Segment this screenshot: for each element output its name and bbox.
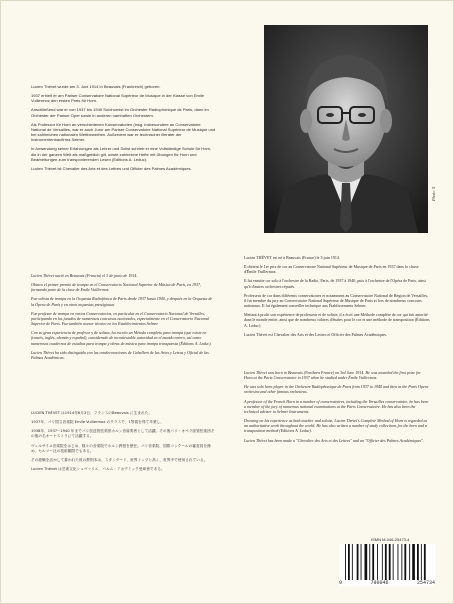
barcode-bar	[401, 544, 402, 580]
barcode-bar	[361, 544, 362, 580]
german-para: Lucien Thévet ist Chevalier des Arts et des Lettres und Officier des Palmes Académiques.	[31, 165, 192, 171]
barcode-bar	[357, 544, 359, 580]
german-para: Anschließend war er von 1937 bis 1940 Solohornist im Orchester Radiophonique de Paris, dann im Orchester der Pariser Oper sowie in anderen namhaften Orchestern.	[31, 107, 209, 118]
barcode-bar	[365, 544, 368, 580]
barcode-digit-group: 790046	[370, 580, 389, 586]
japanese-para: 1938年、1937~1940 年までパリ放送管弦楽団ホルン首席奏者として活躍。その後パリ・オペラ座管弦楽団その他の名オーケストラにて活躍する。	[31, 429, 215, 439]
ismn-number: ISMN M-046-25473-4	[371, 537, 410, 542]
barcode-bar	[382, 544, 383, 580]
french-para: Lucien THÉVET est né à Beauvais (France) le 3 juin 1914.	[244, 255, 340, 260]
barcode-bar	[385, 544, 387, 580]
barcode-bar	[348, 544, 350, 580]
barcode-bar	[398, 544, 399, 580]
german-para: In Anwendung seiner Erfahrungen als Lehrer und Solist schrieb er eine Vollständige Schule für Horn, die in der ganzen Welt als maßgeblich gilt, sowie zahlreiche Hefte mit Übungen für Horn und Bearbeitungen zum transponierenden Lesen (Editions A. Leduc).	[31, 146, 212, 162]
english-para: He was solo horn player in the Orchestre Radiophonique de Paris from 1937 to 1940 and then in the Paris Opera orchestra and other famous orchestras.	[244, 384, 429, 395]
french-para: Il fut ensuite cor solo à l'orchestre de la Radio, Paris, de 1937 à 1940, puis à l'orchestre de l'Opéra de Paris, ainsi qu'à d'autres orchestres réputés.	[244, 278, 426, 289]
barcode-bar	[345, 544, 346, 580]
spanish-para: Lucien Thévet nació en Beauvais (Francia) el 3 de junio de 1914.	[31, 273, 138, 278]
barcode-digit-group: 254734	[416, 580, 435, 586]
portrait-photo	[264, 25, 428, 233]
japanese-para: 1937年、パリ国立音楽院 Emile Vuillermoz のクラスで、1等賞を得て卒業し、	[31, 420, 164, 425]
french-biography	[244, 255, 430, 341]
barcode-bar	[412, 544, 415, 580]
english-para: Lucien Thévet was born in Beauvais (Northern France) on 3rd June 1914. He was awarded the first prize for Horn at the Paris Conservatoire in 1937 when he studied under Émile Vuillermoz.	[244, 370, 421, 381]
barcode-bar	[424, 544, 426, 580]
barcode-bar	[389, 544, 391, 580]
french-para: Mettant à profit son expérience de professeur et de soliste, il a écrit une Méthode complète de cor qui fait autorité dans le monde entier, ainsi que de nombreux cahiers d'études pour le cor et une méthode de transposition (Éditions A. Leduc).	[244, 312, 430, 328]
german-para: Lucien Thévet wurde am 3. Juni 1914 in Beauvais (Frankreich) geboren.	[31, 84, 161, 89]
japanese-para: Lucien Thévet は芸術文化シュヴァリエ、パルム・アカデミック受章者である。	[31, 467, 165, 472]
german-para: Als Professor für Horn an verschiedenen Konservatorien (insg. insbesondere an Conservatoire National de Versailles, war er auch Juror am Pariser Conservatoire National Supérieur de Musique und bei zahlreichen nationalen Wettbewerben. Außerdem war er technischer Berater der Instrumentenbaufirma Selmer.	[31, 121, 216, 143]
photo-credit: Photo: X	[431, 186, 436, 201]
german-para: 1937 erhielt er am Pariser Conservatoire National Supérieur de Musique in der Klasse von Emile Vuillermoz den ersten Preis für Horn.	[31, 93, 204, 104]
spanish-para: Fue profesor de trompa en varios Conservatorios, en particular en el Conservatorio Nacional de Versalles, participando en los jurados de numerosos concursos nacionales, especialmente en el Conservatorio Nacional Superior de París. Fue también asesor técnico en los Establecimientos Selmer.	[31, 310, 210, 327]
barcode-bar	[409, 544, 410, 580]
barcode-bar	[404, 544, 406, 580]
japanese-para: その経験を活かして書かれた彼の教則本は、スタンダード、世界トップと高く、世界中で使用されている。	[31, 457, 208, 462]
barcode-bar	[369, 544, 370, 580]
barcode-bar	[377, 544, 378, 580]
french-para: Professeur de cor dans différents conservatoires et notamment au Conservatoire National de Région de Versailles, il fut membre du jury au Conservatoire National Supérieur de Musique de Paris et lors de nombreux concours nationaux. Il fut également conseiller technique aux Établissements Selmer.	[244, 292, 429, 309]
barcode-bar	[352, 544, 353, 580]
barcode-digit-group: 9	[339, 580, 343, 586]
spanish-biography	[31, 273, 216, 364]
english-biography	[244, 370, 430, 447]
spanish-para: Obtuvo el primer premio de trompa en el Conservatorio Nacional Superior de Música de París, en 1937, formando parte de la clase de Emile Vuillermoz.	[31, 282, 202, 293]
english-para: Drawing on his experience as both teacher and soloist, Lucien Thévet's Complete Method of Horn is regarded as an authoritative work throughout the world. He has also written a number of study collections for the horn and a transposition method (Editions A. Leduc).	[244, 418, 428, 434]
japanese-biography	[31, 411, 216, 476]
german-biography	[31, 84, 216, 175]
french-para: Il obtient le 1er prix de cor au Conservatoire National Supérieur de Musique de Paris en 1937 dans la classe d'Émile Vuillermoz.	[244, 264, 419, 275]
barcode-digits	[339, 580, 435, 586]
barcode-bar	[393, 544, 394, 580]
spanish-para: Fue solista de trompa en la Orquesta Radiofónica de Paris desde 1937 hasta 1940, y después en la Orquesta de la Ópera de París y en otras orquestas prestigiosas.	[31, 296, 213, 307]
spanish-para: Con su gran experiencia de profesor y de solista, ha escrito un Método completo para trompa (que existe en francés, inglés, alemán y español), considerado de incontestable autoridad en el mundo entero, así como numerosos cuadernos de estudios para trompa y obras de música para trompa transpuesta (Éditions A. Leduc).	[31, 330, 212, 346]
spanish-para: Lucien Thévet ha sido distinguido con las condecoraciones de Caballero de las Artes y Letras y Oficial de las Palmas Académicas.	[31, 349, 209, 360]
barcode-bar	[417, 544, 419, 580]
french-para: Lucien Thévet est Chevalier des Arts et des Lettres et Officier des Palmes Académiques.	[244, 331, 388, 337]
english-para: A professor of the French Horn in a number of conservatoires, including the Versailles conservatoire, he has been a member of the jury of numerous national examinations at the Paris Conservatoire. He has also been the technical adviser to Selmer Instruments.	[244, 398, 429, 414]
barcode-bar	[372, 544, 374, 580]
english-para: Lucien Thévet has been made a "Chevalier des Arts et des Lettres" and an "Officier des Palmes Académiques".	[244, 437, 424, 443]
japanese-para: ヴェルサイユ音楽院をはじめ、数々の音楽院でホルン教授を歴任。パリ音楽院、国際コンクールの審査員を務め、セルマー社の技術顧問でもある。	[31, 443, 211, 453]
japanese-para: LUCIEN THÉVET は1914年6月3日、フランスのBeauvais に生まれた。	[31, 411, 153, 415]
barcode-bar	[421, 544, 422, 580]
